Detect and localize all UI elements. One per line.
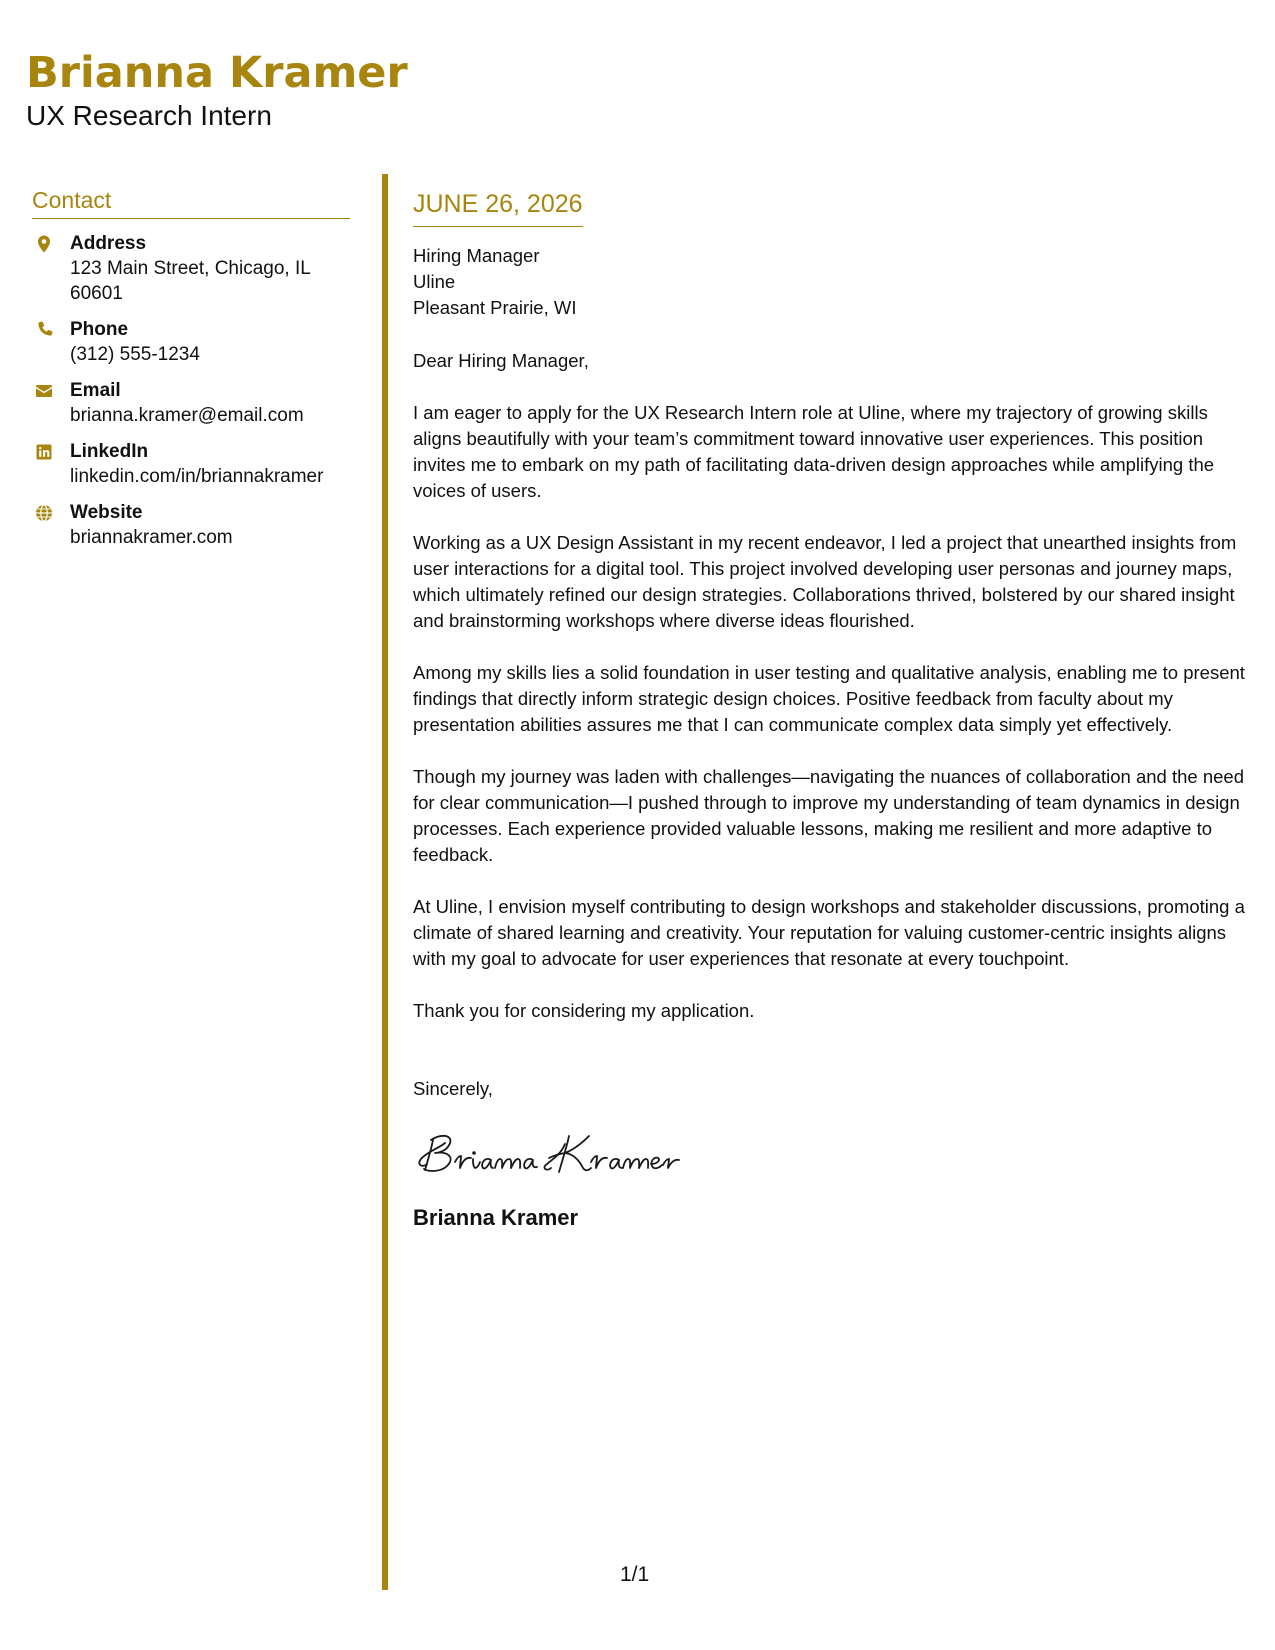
body-paragraph: Though my journey was laden with challenges—navigating the nuances of collaboration and the need for clear communication—I pushed through to improve my understanding of team dynamics in design processes. Each experience provided valuable lessons, making me resilient and more adaptive to feedback. <box>413 766 1244 865</box>
recipient-location: Pleasant Prairie, WI <box>413 297 577 318</box>
body-paragraph: Working as a UX Design Assistant in my recent endeavor, I led a project that unearthed insights from user interactions for a digital tool. This project involved developing user personas and journey maps, which ultimately refined our design strategies. Collaborations thrived, bolstered by our shared insight and brainstorming workshops where diverse ideas flourished. <box>413 532 1237 631</box>
vertical-divider <box>382 174 388 1590</box>
globe-icon <box>34 503 54 523</box>
linkedin-icon <box>34 442 54 462</box>
contact-label-linkedin: LinkedIn <box>70 441 149 462</box>
cover-letter-body <box>413 188 1253 1232</box>
contact-item-address <box>32 232 350 306</box>
map-pin-icon <box>34 234 54 254</box>
contact-value-phone: (312) 555-1234 <box>70 344 200 365</box>
phone-icon <box>34 320 54 340</box>
contact-value-website: briannakramer.com <box>70 527 233 548</box>
contact-item-email <box>32 379 350 428</box>
contact-item-phone <box>32 318 350 367</box>
applicant-name: Brianna Kramer <box>26 48 408 98</box>
envelope-icon <box>34 381 54 401</box>
page-number: 1/1 <box>620 1563 650 1586</box>
signer-name: Brianna Kramer <box>413 1205 579 1230</box>
body-paragraph: Thank you for considering my application. <box>413 1000 755 1021</box>
body-paragraph: I am eager to apply for the UX Research Intern role at Uline, where my trajectory of growing skills aligns beautifully with your team’s commitment toward innovative user experiences. This position invites me to embark on my path of facilitating data-driven design approaches while amplifying the voices of users. <box>413 402 1215 501</box>
letter-date: JUNE 26, 2026 <box>413 188 583 227</box>
contact-value-email: brianna.kramer@email.com <box>70 405 304 426</box>
recipient-block <box>413 243 1253 321</box>
contact-sidebar <box>32 186 350 550</box>
contact-heading: Contact <box>32 186 350 219</box>
handwritten-signature <box>413 1118 713 1182</box>
contact-label-address: Address <box>70 233 147 254</box>
contact-label-email: Email <box>70 380 121 401</box>
recipient-company: Uline <box>413 271 456 292</box>
salutation: Dear Hiring Manager, <box>413 350 589 371</box>
closing: Sincerely, <box>413 1078 493 1099</box>
contact-label-website: Website <box>70 502 143 523</box>
contact-label-phone: Phone <box>70 319 129 340</box>
contact-value-linkedin: linkedin.com/in/briannakramer <box>70 466 324 487</box>
contact-item-website <box>32 501 350 550</box>
body-paragraph: At Uline, I envision myself contributing to design workshops and stakeholder discussions, promoting a climate of shared learning and creativity. Your reputation for valuing customer-centric insights aligns with my goal to advocate for user experiences that resonate at every touchpoint. <box>413 896 1245 969</box>
applicant-job-title: UX Research Intern <box>26 100 272 131</box>
contact-value-address: 123 Main Street, Chicago, IL 60601 <box>70 258 311 304</box>
contact-item-linkedin <box>32 440 350 489</box>
body-paragraph: Among my skills lies a solid foundation in user testing and qualitative analysis, enabling me to present findings that directly inform strategic design choices. Positive feedback from faculty about my presentation abilities assures me that I can communicate complex data simply yet effectively. <box>413 662 1245 735</box>
recipient-name: Hiring Manager <box>413 245 540 266</box>
